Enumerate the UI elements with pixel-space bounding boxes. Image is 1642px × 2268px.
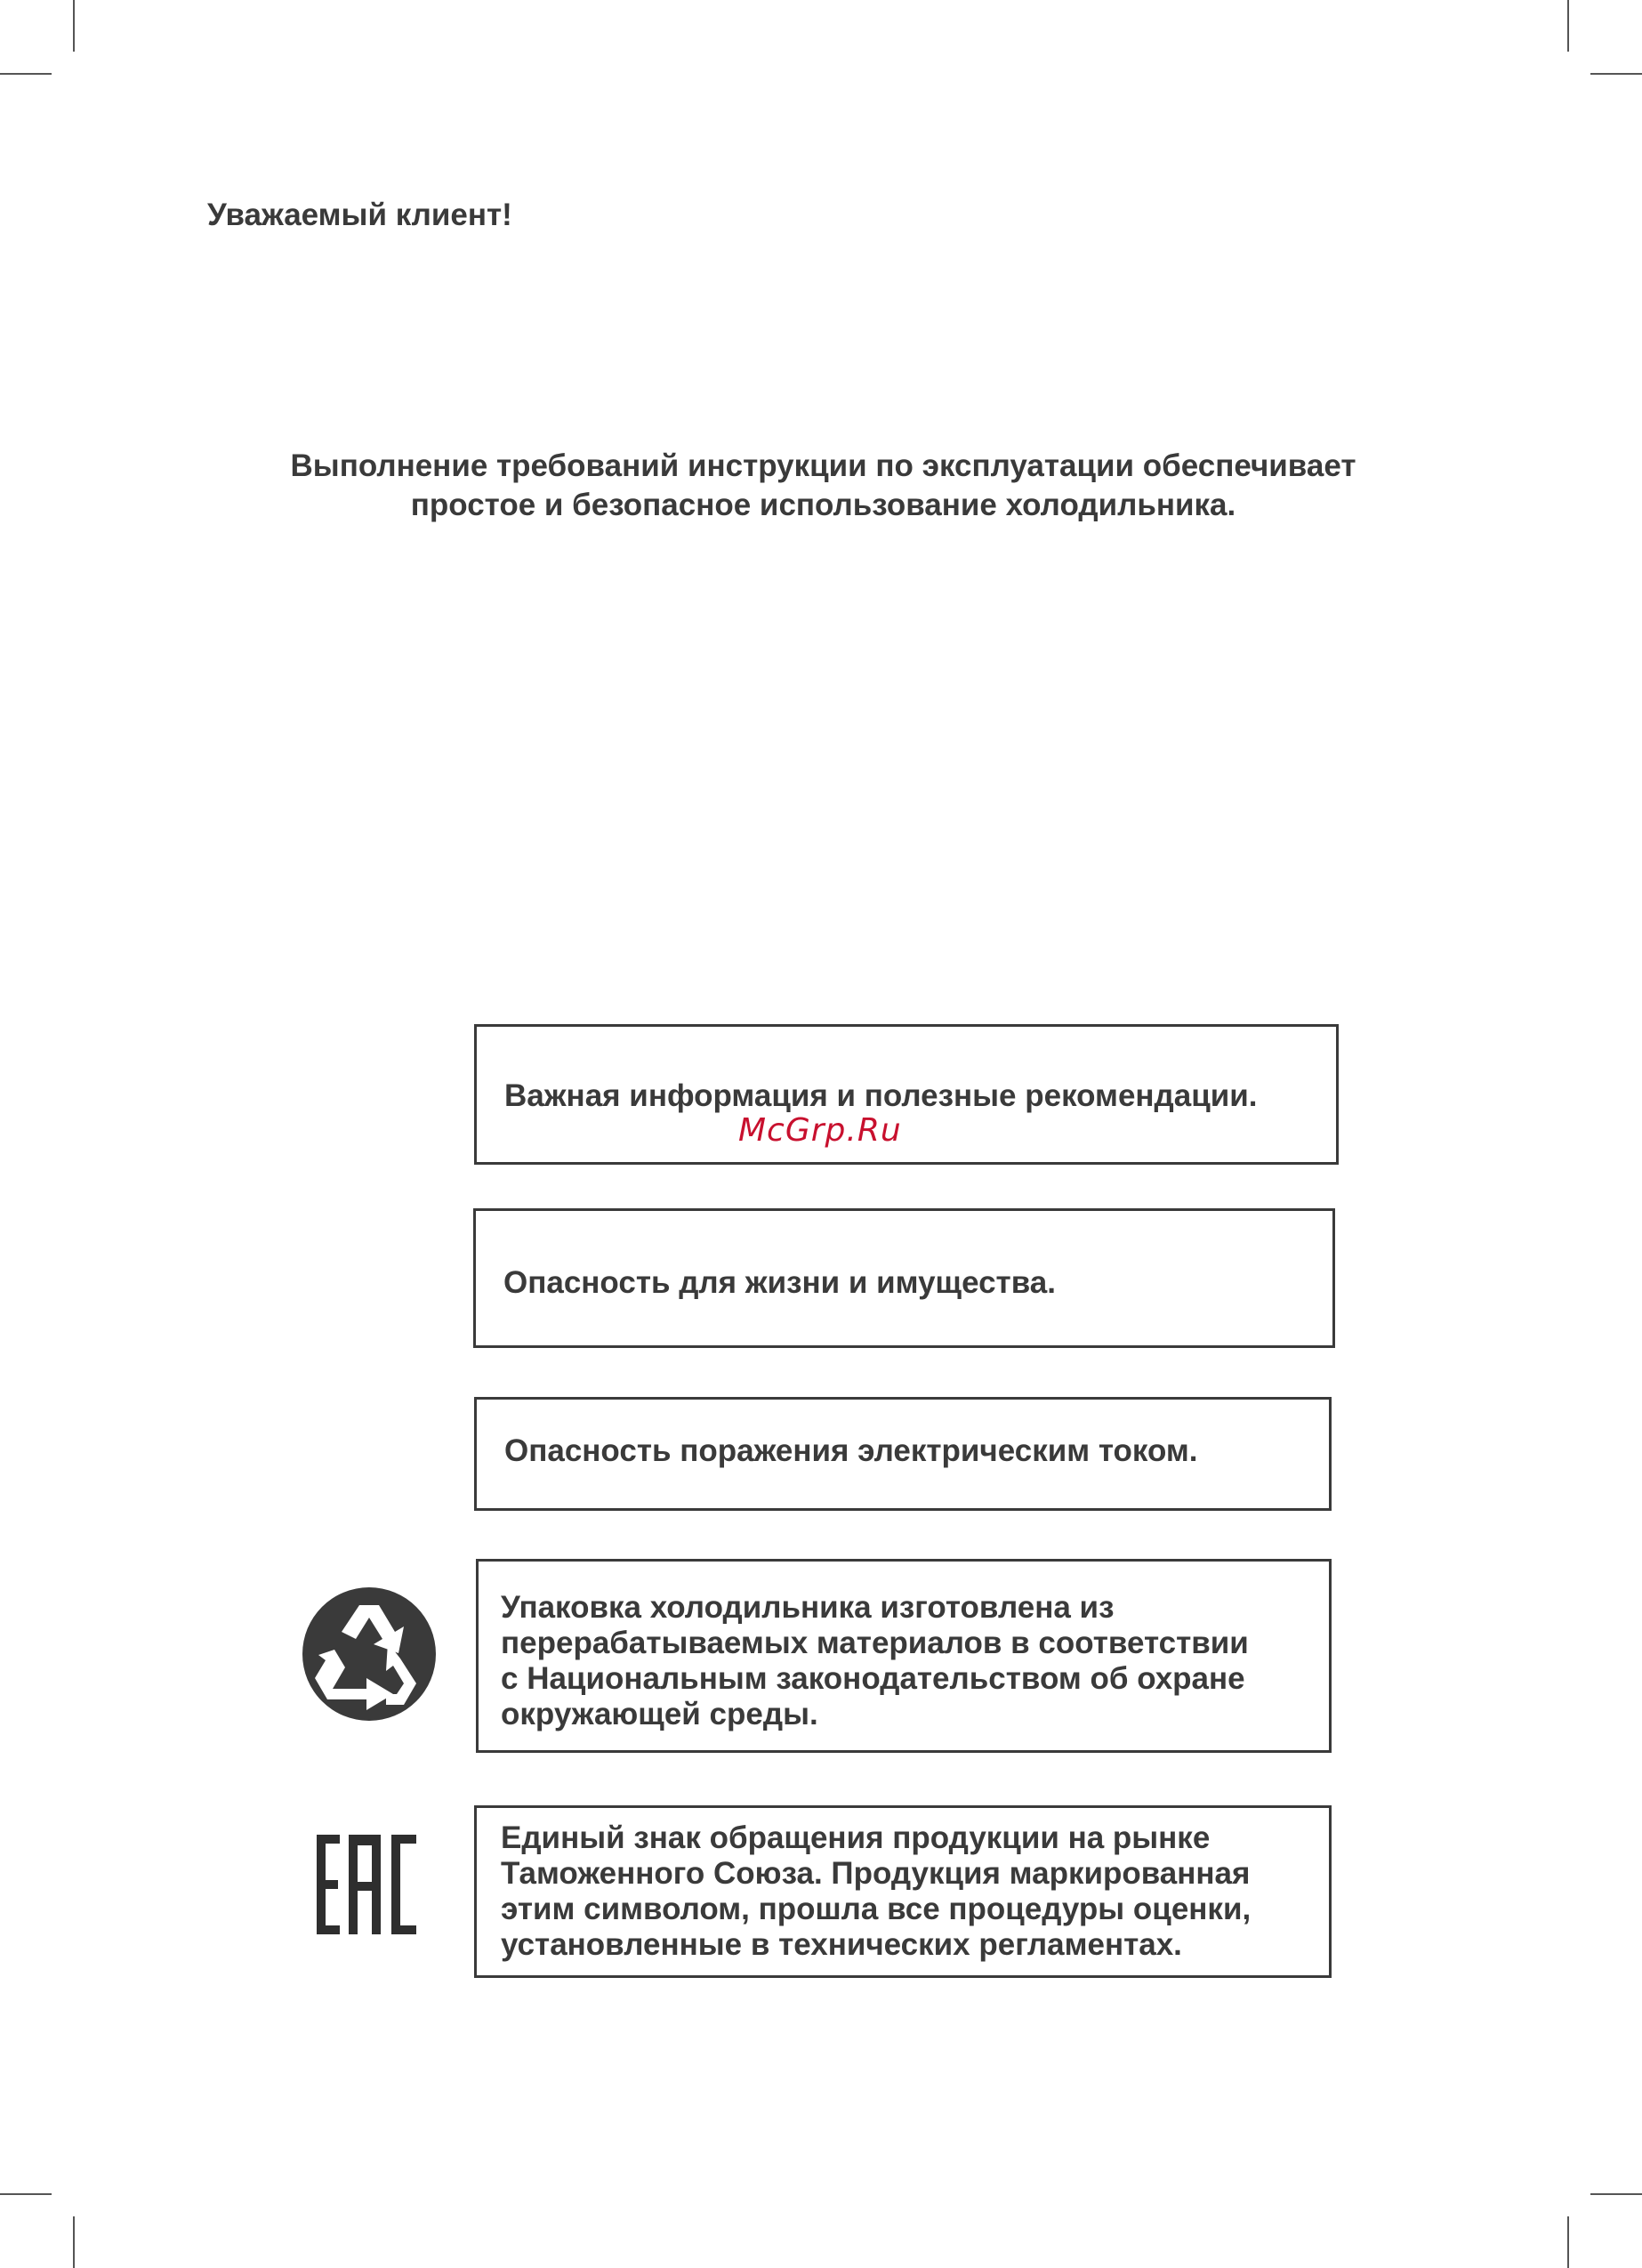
danger-life-text: Опасность для жизни и имущества. xyxy=(503,1265,1056,1300)
crop-mark xyxy=(1590,73,1642,75)
eac-box xyxy=(474,1805,1332,1978)
recycle-icon xyxy=(301,1586,438,1723)
eac-line: установленные в технических регламентах. xyxy=(501,1927,1182,1962)
crop-mark xyxy=(1590,2193,1642,2195)
eac-line: Таможенного Союза. Продукция маркированная xyxy=(501,1856,1251,1891)
crop-mark xyxy=(73,2216,75,2268)
info-box xyxy=(474,1024,1339,1165)
packaging-line: окружающей среды. xyxy=(501,1697,818,1731)
danger-life-box xyxy=(473,1208,1335,1348)
crop-mark xyxy=(0,73,52,75)
packaging-text xyxy=(501,1590,1249,1732)
danger-electric-text: Опасность поражения электрическим током. xyxy=(504,1433,1198,1468)
intro-line: простое и безопасное использование холодильника. xyxy=(410,488,1236,522)
eac-line: этим символом, прошла все процедуры оценки, xyxy=(501,1892,1252,1926)
crop-mark xyxy=(0,2193,52,2195)
eac-mark-icon xyxy=(313,1835,418,1934)
danger-electric-box xyxy=(474,1397,1332,1511)
crop-mark xyxy=(73,0,75,52)
intro-paragraph xyxy=(207,447,1439,525)
packaging-box xyxy=(476,1559,1332,1753)
packaging-line: с Национальным законодательством об охране xyxy=(501,1661,1245,1696)
intro-line: Выполнение требований инструкции по эксплуатации обеспечивает xyxy=(290,448,1356,483)
eac-text xyxy=(501,1820,1251,1963)
info-text: Важная информация и полезные рекомендации. xyxy=(504,1078,1258,1113)
watermark: McGrp.Ru xyxy=(738,1112,902,1149)
crop-mark xyxy=(1567,0,1569,52)
greeting-heading: Уважаемый клиент! xyxy=(207,198,512,232)
crop-mark xyxy=(1567,2216,1569,2268)
eac-line: Единый знак обращения продукции на рынке xyxy=(501,1820,1211,1855)
packaging-line: Упаковка холодильника изготовлена из xyxy=(501,1590,1115,1625)
packaging-line: перерабатываемых материалов в соответствии xyxy=(501,1626,1249,1660)
